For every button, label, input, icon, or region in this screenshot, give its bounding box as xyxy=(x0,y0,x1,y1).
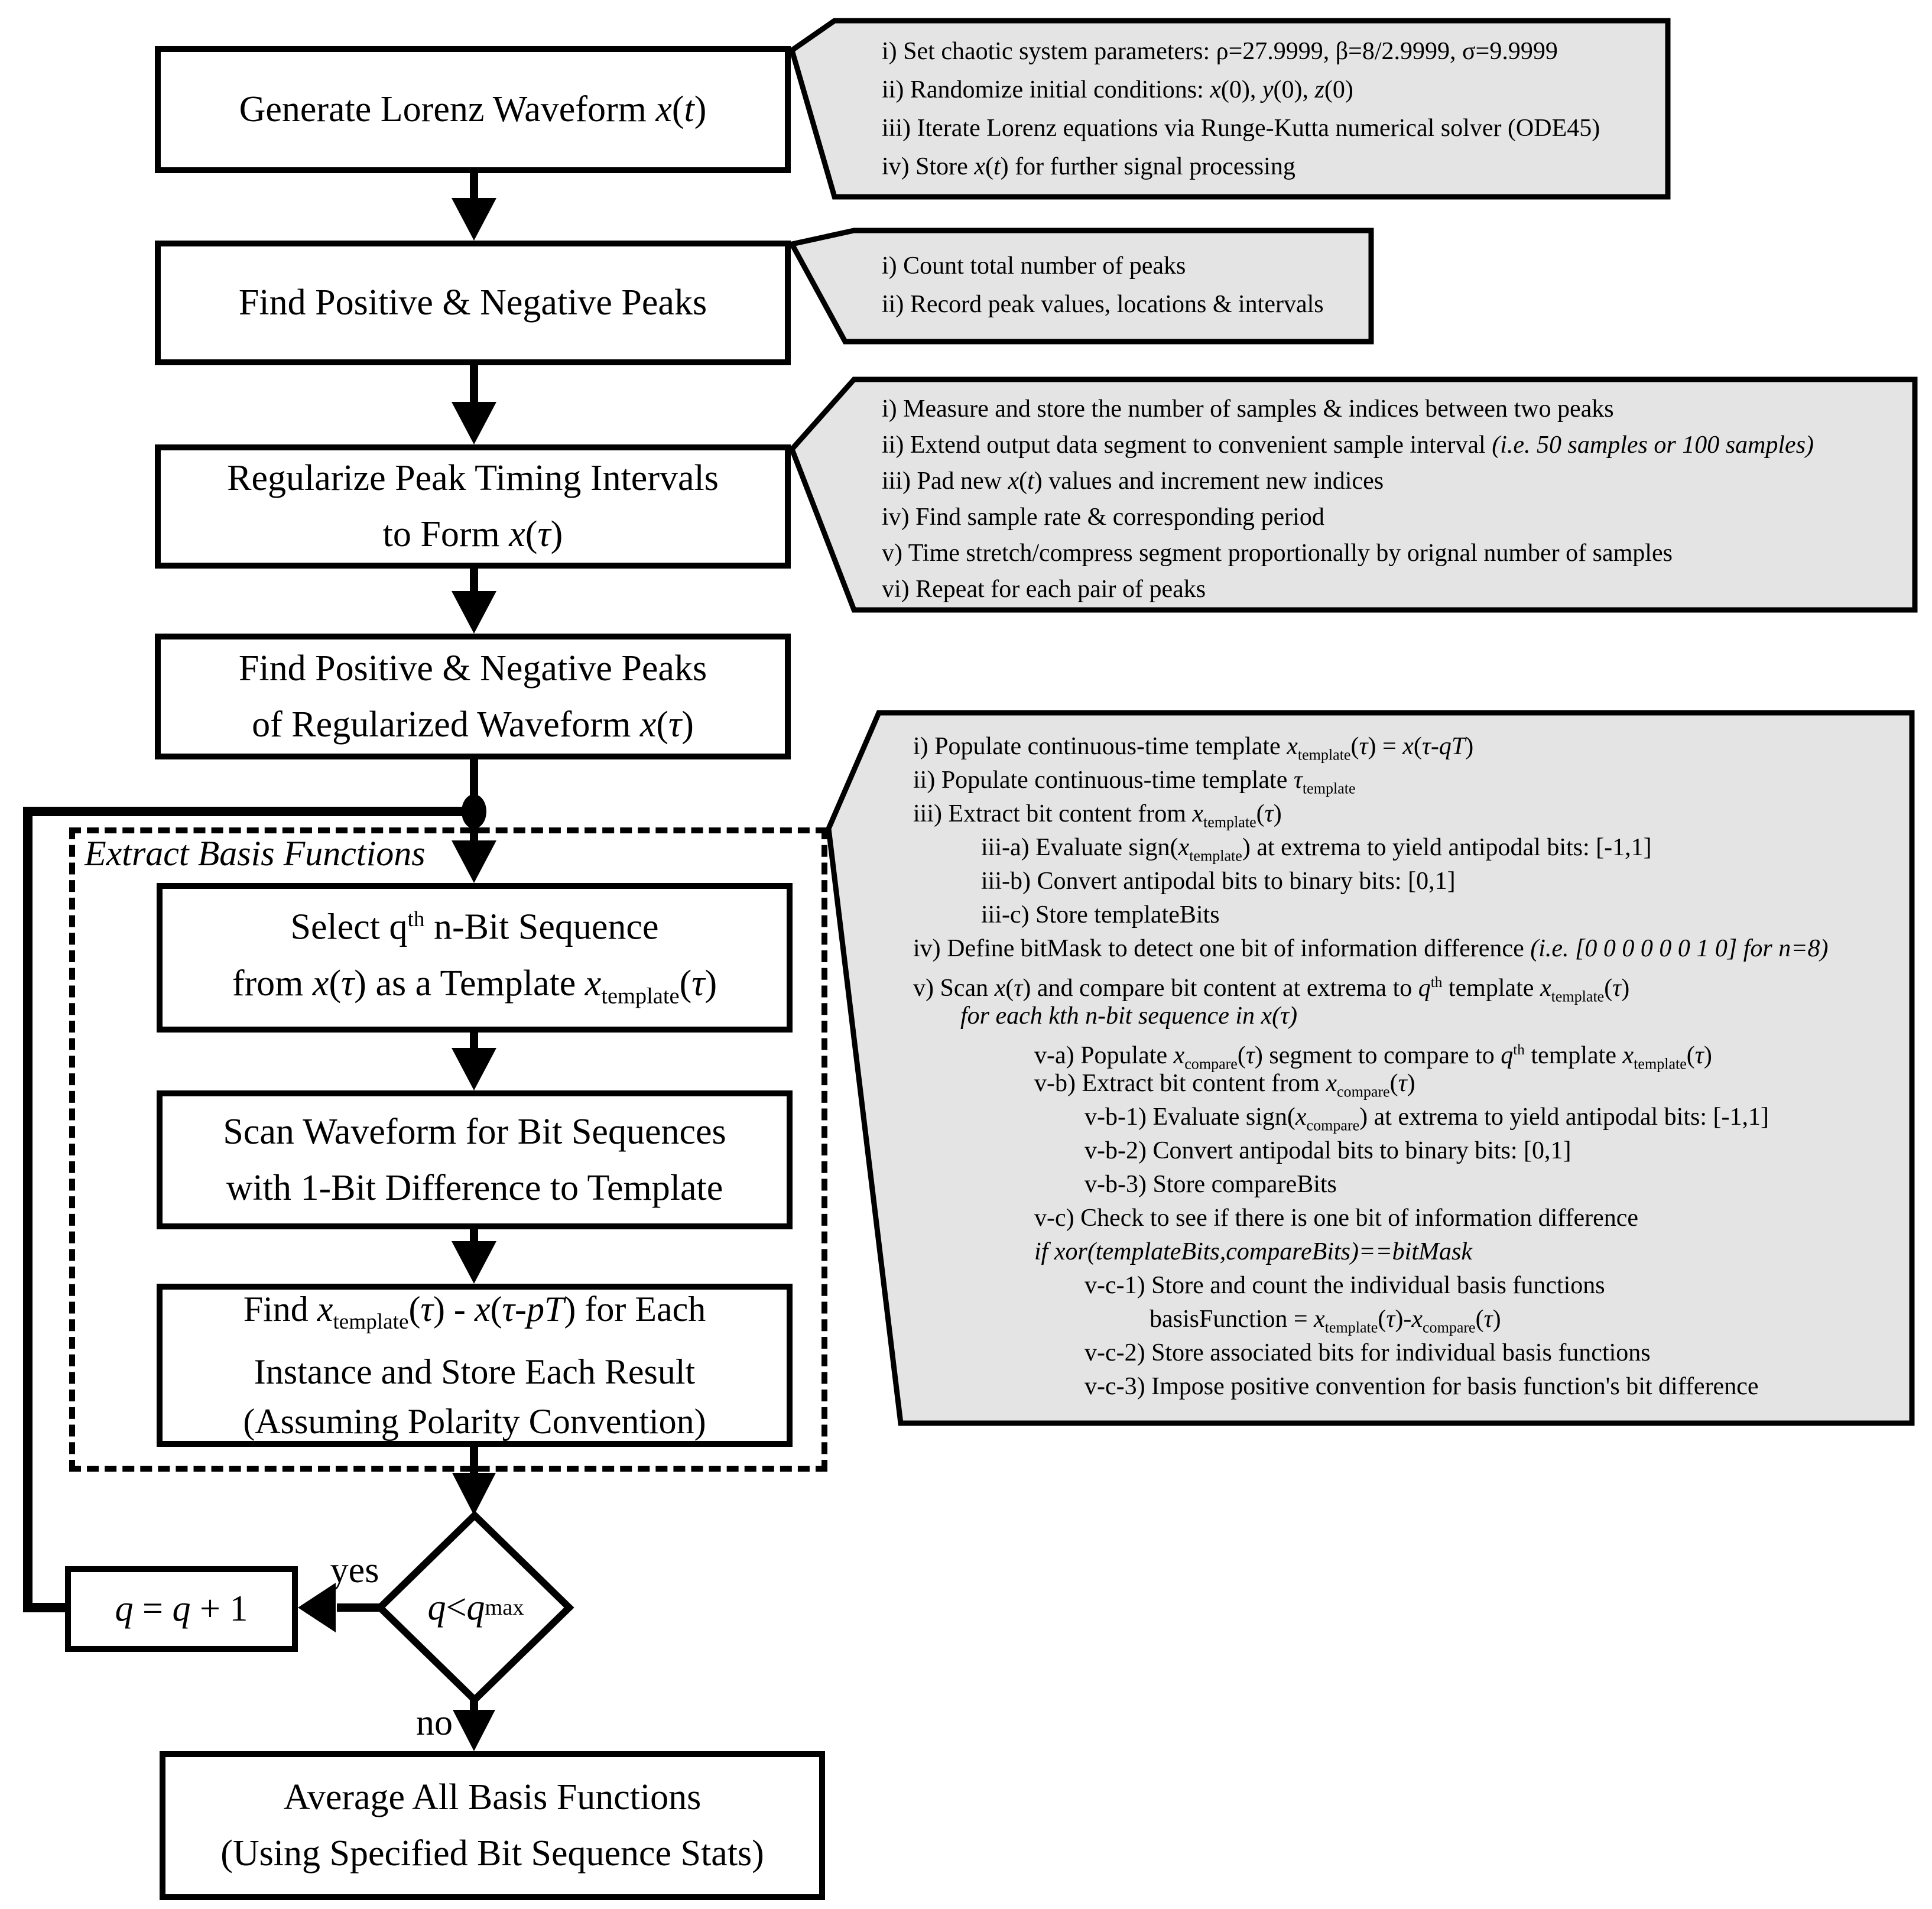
note-line: iii) Extract bit content from $x_{template}(\tau)$ xyxy=(913,800,1282,831)
step-label: Find $x_{template}(\tau) - x(\tau-pT)$ for Each xyxy=(243,1290,706,1334)
note-line: v-c-1) Store and count the individual basis functions xyxy=(1084,1272,1605,1299)
step-label: q = q + 1 xyxy=(115,1589,248,1629)
step-label: Generate Lorenz Waveform x(t) xyxy=(239,89,707,129)
note-line: i) Measure and store the number of samples & indices between two peaks xyxy=(882,395,1614,423)
step-find-peaks xyxy=(155,241,791,365)
note-line: v-b-1) Evaluate $sign(x_{compare})$ at extrema to yield antipodal bits: [-1,1] xyxy=(1084,1103,1769,1134)
step-label: with 1-Bit Difference to Template xyxy=(226,1167,723,1208)
step-scan-waveform xyxy=(157,1090,793,1229)
step-label: of Regularized Waveform x(τ) xyxy=(252,704,694,745)
note-line: for each kth n-bit sequence in x(τ) xyxy=(960,1002,1298,1030)
note-line: v-b) Extract bit content from $x_{compare}(\tau)$ xyxy=(1034,1070,1415,1100)
step-find-peaks-regularized xyxy=(155,634,791,759)
note-line: iii-a) Evaluate $sign(x_{template})$ at extrema to yield antipodal bits: [-1,1] xyxy=(981,834,1652,865)
note-generate-text xyxy=(882,33,1600,186)
decision-no-label: no xyxy=(416,1702,453,1743)
note-line: iii) Iterate Lorenz equations via Runge-Kutta numerical solver (ODE45) xyxy=(882,115,1600,142)
note-line: vi) Repeat for each pair of peaks xyxy=(882,576,1206,603)
step-select-template xyxy=(157,883,793,1033)
step-average-basis xyxy=(160,1751,825,1900)
step-label: Find Positive & Negative Peaks xyxy=(238,283,707,323)
step-label: (Using Specified Bit Sequence Stats) xyxy=(220,1833,764,1874)
arrow-peaks-to-regularize xyxy=(452,365,496,444)
step-label: Scan Waveform for Bit Sequences xyxy=(223,1111,726,1152)
step-label: to Form x(τ) xyxy=(382,514,563,554)
decision-label: q < q max xyxy=(427,1587,524,1628)
step-label: Instance and Store Each Result xyxy=(254,1352,696,1391)
note-line: ii) Extend output data segment to convenient sample interval (i.e. 50 samples or 100 samples) xyxy=(882,431,1814,459)
note-line: iii) Pad new x(t) values and increment new indices xyxy=(882,467,1384,495)
step-label: Find Positive & Negative Peaks xyxy=(238,648,707,689)
arrow-regularize-to-peaks2 xyxy=(452,569,496,634)
note-line: i) Populate continuous-time template $x_{template}(\tau) = x(\tau-qT)$ xyxy=(913,733,1474,764)
note-line: v) Scan x(τ) and compare bit content at extrema to $q^{th}$ template $x_{template}(\tau)$ xyxy=(913,975,1630,1005)
note-line: if xor(templateBits,compareBits)==bitMask xyxy=(1034,1238,1472,1265)
note-line: ii) Record peak values, locations & intervals xyxy=(882,291,1324,318)
note-line: v) Time stretch/compress segment proportionally by orignal number of samples xyxy=(882,540,1673,567)
arrow-generate-to-peaks xyxy=(452,173,496,241)
note-line: iii-c) Store templateBits xyxy=(981,901,1220,928)
note-line: v-c) Check to see if there is one bit of information difference xyxy=(1034,1205,1639,1232)
step-label: Select $q^{th}$ n-Bit Sequence xyxy=(290,907,659,947)
note-line: v-a) Populate $x_{compare}(\tau)$ segment to compare to $q^{th}$ template $x_{template}(\tau)$ xyxy=(1034,1042,1712,1073)
note-line: iv) Store x(t) for further signal processing xyxy=(882,153,1295,180)
note-regularize-text xyxy=(882,391,1814,608)
note-line: iii-b) Convert antipodal bits to binary bits: [0,1] xyxy=(981,868,1456,895)
step-generate-lorenz xyxy=(155,46,791,173)
note-line: v-b-3) Store compareBits xyxy=(1084,1171,1337,1198)
note-line: ii) Randomize initial conditions: x(0), y(0), z(0) xyxy=(882,76,1353,103)
junction-dot xyxy=(462,794,486,829)
note-line: i) Set chaotic system parameters: ρ=27.9999, β=8/2.9999, σ=9.9999 xyxy=(882,38,1558,65)
decision-yes-label: yes xyxy=(330,1550,379,1590)
note-line: v-b-2) Convert antipodal bits to binary bits: [0,1] xyxy=(1084,1137,1571,1164)
note-line: v-c-2) Store associated bits for individual basis functions xyxy=(1084,1339,1651,1366)
step-label: (Assuming Polarity Convention) xyxy=(243,1402,706,1441)
step-find-basis xyxy=(157,1284,793,1447)
note-line: i) Count total number of peaks xyxy=(882,252,1186,280)
note-line: ii) Populate continuous-time template $\tau_{template}$ xyxy=(913,767,1356,797)
note-extract-text xyxy=(913,730,1829,1404)
note-line: basisFunction = $x_{template}(\tau)-x_{compare}(\tau)$ xyxy=(1150,1306,1501,1336)
note-line: v-c-3) Impose positive convention for basis function's bit difference xyxy=(1084,1373,1759,1400)
note-line: iv) Find sample rate & corresponding period xyxy=(882,504,1324,531)
note-line: iv) Define bitMask to detect one bit of information difference (i.e. [0 0 0 0 0 0 1 0] for n=8) xyxy=(913,935,1829,962)
note-peaks-text xyxy=(882,247,1324,324)
step-label: from x(τ) as a Template $x_{template}(\tau)$ xyxy=(232,963,717,1009)
step-label: Average All Basis Functions xyxy=(283,1777,702,1817)
group-label: Extract Basis Functions xyxy=(85,834,426,873)
step-increment-q xyxy=(65,1566,298,1652)
step-label: Regularize Peak Timing Intervals xyxy=(227,458,719,498)
step-regularize xyxy=(155,444,791,569)
